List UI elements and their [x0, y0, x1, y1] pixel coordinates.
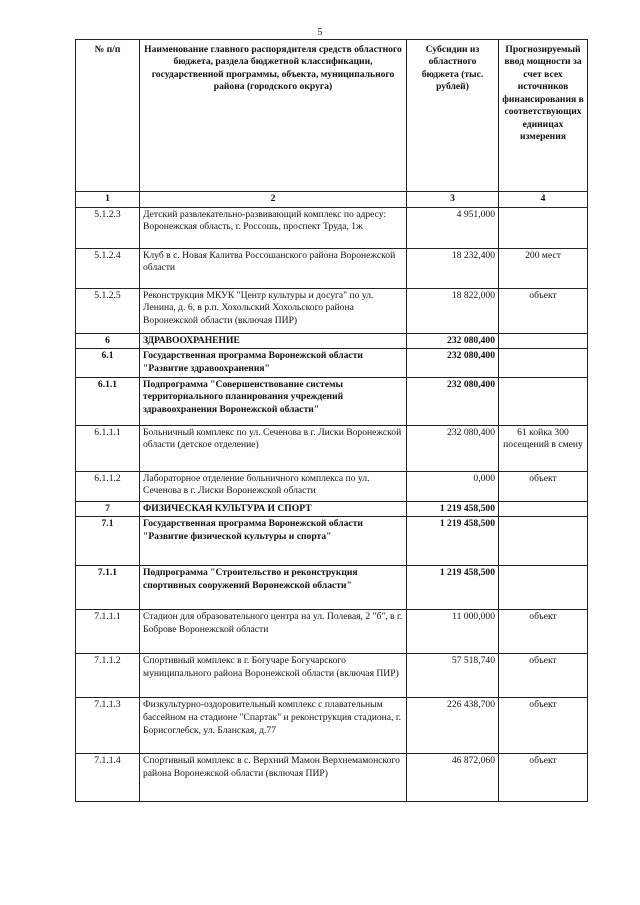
- row-name-cell: Государственная программа Воронежской области "Развитие здравоохранения": [140, 349, 407, 377]
- row-capacity-cell: [499, 517, 588, 566]
- row-number-cell: 5.1.2.4: [76, 248, 140, 288]
- row-amount-cell: 4 951,000: [407, 207, 499, 248]
- row-number-cell: 7.1.1: [76, 566, 140, 610]
- table-body: [76, 207, 588, 802]
- row-capacity-cell: объект: [499, 610, 588, 654]
- row-capacity-cell: 61 койка 300 посещений в смену: [499, 425, 588, 471]
- row-number-cell: 6: [76, 333, 140, 349]
- row-name-cell: Лабораторное отделение больничного комплекса по ул. Сеченова в г. Лиски Воронежской области: [140, 471, 407, 501]
- row-number-cell: 6.1.1.1: [76, 425, 140, 471]
- table-row: [76, 517, 588, 566]
- row-number-cell: 6.1.1: [76, 377, 140, 425]
- row-amount-cell: 232 080,400: [407, 377, 499, 425]
- column-number-row: [76, 192, 588, 208]
- row-number-cell: 6.1.1.2: [76, 471, 140, 501]
- header-capacity: Прогнозируемый ввод мощности за счет всех источников финансирования в соответствующих единицах измерения: [499, 40, 588, 192]
- column-number: 2: [140, 192, 407, 208]
- row-number-cell: 7: [76, 501, 140, 517]
- row-amount-cell: 226 438,700: [407, 698, 499, 754]
- page-number: 5: [317, 27, 323, 38]
- row-number-cell: 5.1.2.3: [76, 207, 140, 248]
- table-row: [76, 698, 588, 754]
- row-name-cell: Подпрограмма "Совершенствование системы территориального планирования учреждений здравоохранения Воронежской области": [140, 377, 407, 425]
- table-row: [76, 349, 588, 377]
- row-amount-cell: 1 219 458,500: [407, 566, 499, 610]
- row-amount-cell: 232 080,400: [407, 425, 499, 471]
- row-capacity-cell: объект: [499, 654, 588, 698]
- row-amount-cell: 1 219 458,500: [407, 501, 499, 517]
- row-amount-cell: 232 080,400: [407, 333, 499, 349]
- table-row: [76, 471, 588, 501]
- row-name-cell: Спортивный комплекс в г. Богучаре Богучарского муниципального района Воронежской области (включая ПИР): [140, 654, 407, 698]
- header-number: № п/п: [76, 40, 140, 192]
- row-name-cell: ФИЗИЧЕСКАЯ КУЛЬТУРА И СПОРТ: [140, 501, 407, 517]
- row-name-cell: Больничный комплекс по ул. Сеченова в г. Лиски Воронежской области (детское отделение): [140, 425, 407, 471]
- row-number-cell: 7.1.1.2: [76, 654, 140, 698]
- header-subsidy: Субсидии из областного бюджета (тыс. рублей): [407, 40, 499, 192]
- row-amount-cell: 57 518,740: [407, 654, 499, 698]
- row-name-cell: ЗДРАВООХРАНЕНИЕ: [140, 333, 407, 349]
- column-number: 3: [407, 192, 499, 208]
- column-number: 4: [499, 192, 588, 208]
- row-capacity-cell: [499, 333, 588, 349]
- table-row: [76, 288, 588, 333]
- row-name-cell: Спортивный комплекс в с. Верхний Мамон Верхнемамонского района Воронежской области (включая ПИР): [140, 754, 407, 802]
- row-capacity-cell: 200 мест: [499, 248, 588, 288]
- budget-table: [75, 39, 588, 802]
- row-capacity-cell: [499, 349, 588, 377]
- table-row: [76, 566, 588, 610]
- row-name-cell: Детский развлекательно-развивающий комплекс по адресу: Воронежская область, г. Россошь, проспект Труда, 1ж: [140, 207, 407, 248]
- row-number-cell: 7.1: [76, 517, 140, 566]
- row-name-cell: Подпрограмма "Строительство и реконструкция спортивных сооружений Воронежской области": [140, 566, 407, 610]
- table-row: [76, 377, 588, 425]
- row-number-cell: 5.1.2.5: [76, 288, 140, 333]
- row-amount-cell: 18 822,000: [407, 288, 499, 333]
- row-capacity-cell: объект: [499, 698, 588, 754]
- row-number-cell: 7.1.1.4: [76, 754, 140, 802]
- table-row: [76, 754, 588, 802]
- table-row: [76, 207, 588, 248]
- table-header-row: [76, 40, 588, 192]
- row-amount-cell: 0,000: [407, 471, 499, 501]
- row-capacity-cell: объект: [499, 288, 588, 333]
- row-amount-cell: 18 232,400: [407, 248, 499, 288]
- row-amount-cell: 46 872,060: [407, 754, 499, 802]
- row-number-cell: 7.1.1.3: [76, 698, 140, 754]
- table-row: [76, 501, 588, 517]
- row-capacity-cell: [499, 377, 588, 425]
- table-row: [76, 333, 588, 349]
- row-number-cell: 6.1: [76, 349, 140, 377]
- row-capacity-cell: объект: [499, 471, 588, 501]
- row-capacity-cell: объект: [499, 754, 588, 802]
- table-row: [76, 610, 588, 654]
- row-name-cell: Физкультурно-оздоровительный комплекс с плавательным бассейном на стадионе "Спартак" и реконструкция стадиона, г. Борисоглебск, ул. Бланская, д.77: [140, 698, 407, 754]
- row-amount-cell: 1 219 458,500: [407, 517, 499, 566]
- row-capacity-cell: [499, 501, 588, 517]
- table-row: [76, 248, 588, 288]
- row-capacity-cell: [499, 207, 588, 248]
- table-row: [76, 425, 588, 471]
- row-amount-cell: 232 080,400: [407, 349, 499, 377]
- table-row: [76, 654, 588, 698]
- row-name-cell: Реконструкция МКУК "Центр культуры и досуга" по ул. Ленина, д. 6, в р.п. Хохольский Хохольского района Воронежской области (включая ПИР): [140, 288, 407, 333]
- row-capacity-cell: [499, 566, 588, 610]
- row-amount-cell: 11 000,000: [407, 610, 499, 654]
- column-number: 1: [76, 192, 140, 208]
- row-name-cell: Государственная программа Воронежской области "Развитие физической культуры и спорта": [140, 517, 407, 566]
- header-name: Наименование главного распорядителя средств областного бюджета, раздела бюджетной классификации, государственной программы, объекта, муниципального района (городского округа): [140, 40, 407, 192]
- row-number-cell: 7.1.1.1: [76, 610, 140, 654]
- row-name-cell: Стадион для образовательного центра на ул. Полевая, 2 "б", в г. Боброве Воронежской области: [140, 610, 407, 654]
- row-name-cell: Клуб в с. Новая Калитва Россошанского района Воронежской области: [140, 248, 407, 288]
